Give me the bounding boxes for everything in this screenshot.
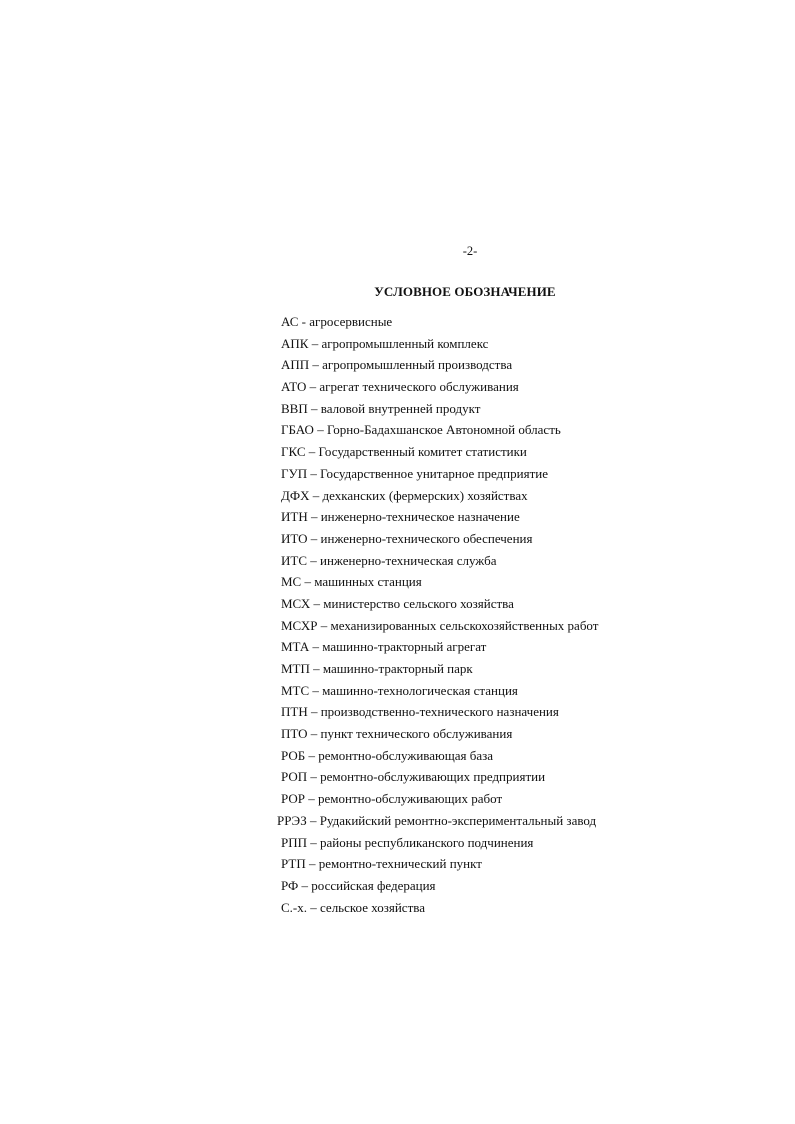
abbreviation-item: ГБАО – Горно-Бадахшанское Автономной область — [281, 422, 561, 438]
page-title: УСЛОВНОЕ ОБОЗНАЧЕНИЕ — [374, 284, 556, 299]
abbreviation-item: РФ – российская федерация — [281, 877, 436, 893]
abbreviation-item: РРЭЗ – Рудакийский ремонтно-экспериментальный завод — [277, 812, 597, 828]
abbreviation-item: ПТО – пункт технического обслуживания — [281, 726, 513, 742]
abbreviation-item: ИТН – инженерно-техническое назначение — [281, 509, 520, 525]
abbreviation-item: РТП – ремонтно-технический пункт — [281, 856, 482, 872]
abbreviation-item: ИТС – инженерно-техническая служба — [281, 552, 497, 568]
abbreviation-item: ГКС – Государственный комитет статистики — [281, 444, 527, 460]
abbreviation-item: МТП – машинно-тракторный парк — [281, 661, 473, 676]
abbreviation-item: АПП – агропромышленный производства — [281, 357, 513, 373]
abbreviation-item: МС – машинных станция — [281, 574, 422, 590]
abbreviation-item: ГУП – Государственное унитарное предприятие — [281, 465, 548, 481]
abbreviation-item: МТС – машинно-технологическая станция — [281, 682, 518, 698]
abbreviation-item: МТА – машинно-тракторный агрегат — [281, 639, 487, 655]
abbreviation-item: РПП – районы республиканского подчинения — [281, 834, 534, 850]
abbreviation-item: ВВП – валовой внутренней продукт — [281, 400, 481, 416]
abbreviation-item: ПТН – производственно-технического назначения — [281, 704, 559, 720]
abbreviation-item: С.-х. – сельское хозяйства — [281, 899, 425, 915]
abbreviation-item: АПК – агропромышленный комплекс — [281, 335, 489, 351]
abbreviation-item: РОР – ремонтно-обслуживающих работ — [281, 791, 503, 807]
abbreviation-list — [277, 314, 599, 921]
abbreviation-item: МСХР – механизированных сельскохозяйственных работ — [281, 617, 599, 633]
abbreviation-item: ИТО – инженерно-технического обеспечения — [281, 530, 533, 546]
abbreviation-item: МСХ – министерство сельского хозяйства — [281, 595, 514, 611]
abbreviation-item: РОБ – ремонтно-обслуживающая база — [281, 747, 494, 763]
abbreviation-item: АТО – агрегат технического обслуживания — [281, 379, 519, 395]
abbreviation-item: АС - агросервисные — [281, 314, 393, 329]
page-number: -2- — [462, 244, 478, 258]
abbreviation-item: ДФХ – дехканских (фермерских) хозяйствах — [281, 487, 528, 503]
abbreviation-item: РОП – ремонтно-обслуживающих предприятии — [281, 769, 546, 785]
